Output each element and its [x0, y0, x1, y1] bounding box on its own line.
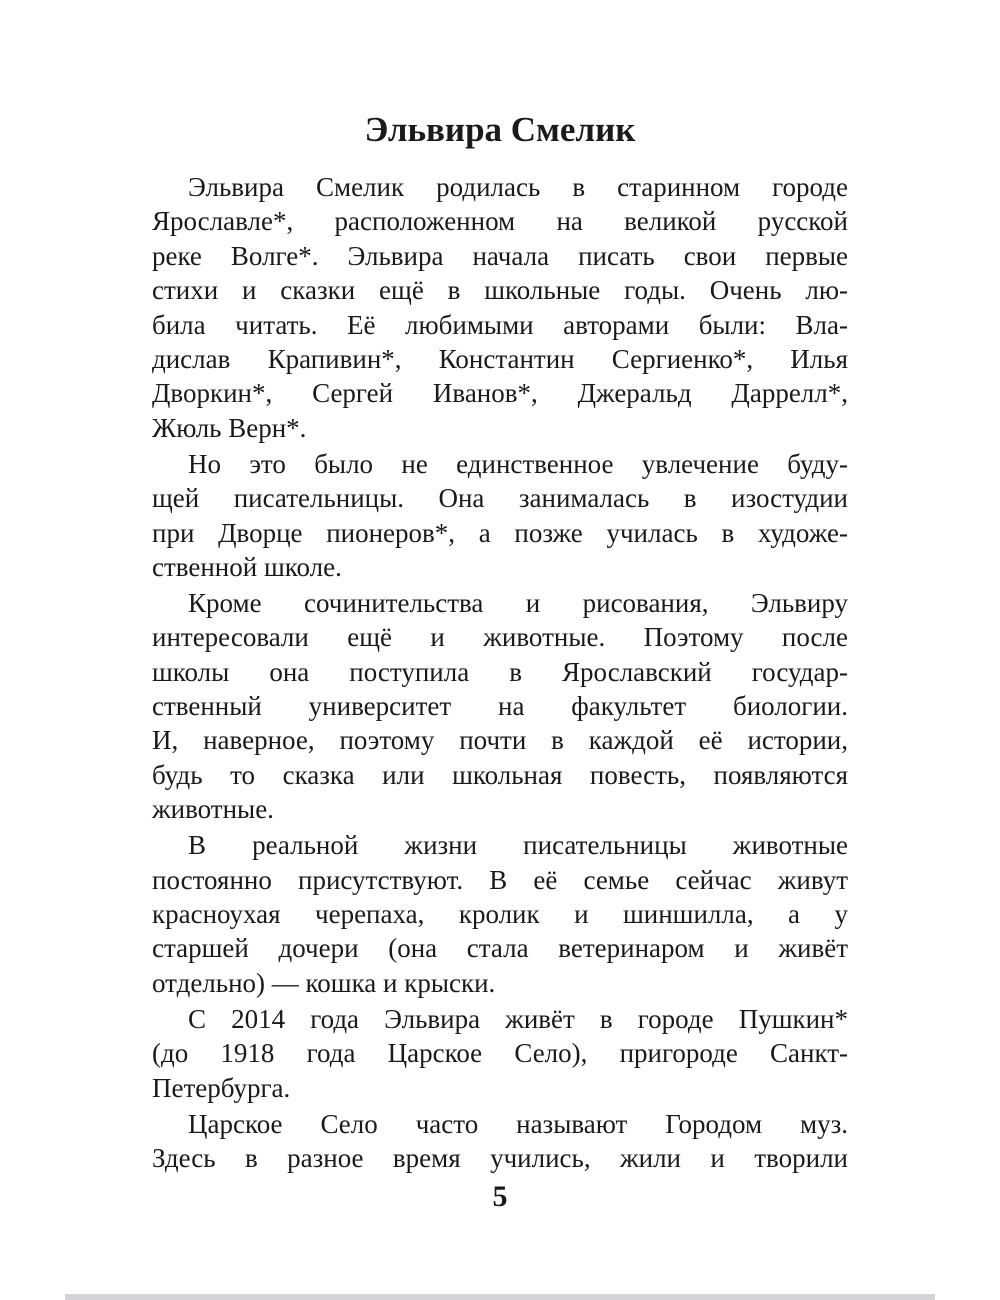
- paragraph: [152, 170, 848, 445]
- paragraph: [152, 1107, 848, 1176]
- text-line: стихи и сказки ещё в школьные годы. Очень лю-: [152, 275, 848, 306]
- text-line: Здесь в разное время учились, жили и творили: [152, 1142, 848, 1173]
- paragraph: [152, 1002, 848, 1105]
- text-line: старшей дочери (она стала ветеринаром и живёт: [152, 933, 848, 964]
- text-line: при Дворце пионеров*, а позже училась в художе-: [152, 517, 848, 548]
- page-bottom-divider: [65, 1294, 935, 1300]
- text-line: (до 1918 года Царское Село), пригороде Санкт-: [152, 1038, 848, 1069]
- text-line: ственной школе.: [152, 551, 342, 582]
- text-line: била читать. Её любимыми авторами были: Вла-: [152, 309, 848, 340]
- text-line: Ярославле*, расположенном на великой русской: [152, 206, 848, 237]
- text-line: ственный университет на факультет биологии.: [152, 691, 848, 722]
- text-line: Петербурга.: [152, 1072, 291, 1103]
- text-line: реке Волге*. Эльвира начала писать свои первые: [152, 240, 848, 271]
- paragraph: [152, 447, 848, 585]
- paragraph: [152, 586, 848, 827]
- text-line: Но это было не единственное увлечение буду-: [188, 448, 848, 479]
- text-line: школы она поступила в Ярославский государ-: [152, 656, 848, 687]
- text-line: будь то сказка или школьная повесть, появляются: [152, 759, 848, 790]
- text-line: В реальной жизни писательницы животные: [188, 830, 848, 861]
- text-line: щей писательницы. Она занималась в изостудии: [152, 483, 848, 514]
- text-line: красноухая черепаха, кролик и шиншилла, а у: [152, 898, 848, 929]
- text-line: Дворкин*, Сергей Иванов*, Джеральд Даррелл*,: [152, 378, 848, 409]
- text-line: животные.: [152, 794, 274, 825]
- text-line: дислав Крапивин*, Константин Сергиенко*, Илья: [152, 343, 848, 374]
- page-number: 5: [492, 1180, 508, 1213]
- text-line: интересовали ещё и животные. Поэтому после: [152, 622, 848, 653]
- page-title: Эльвира Смелик: [364, 110, 636, 149]
- body-text: [152, 170, 848, 1177]
- text-line: Жюль Верн*.: [152, 412, 307, 443]
- text-line: Эльвира Смелик родилась в старинном городе: [188, 172, 848, 202]
- text-line: С 2014 года Эльвира живёт в городе Пушкин*: [188, 1003, 848, 1034]
- text-line: И, наверное, поэтому почти в каждой её истории,: [152, 725, 848, 756]
- paragraph: [152, 828, 848, 1000]
- text-line: Кроме сочинительства и рисования, Эльвиру: [188, 587, 848, 618]
- text-line: отдельно) — кошка и крыски.: [152, 967, 496, 998]
- text-line: Царское Село часто называют Городом муз.: [188, 1108, 848, 1139]
- text-line: постоянно присутствуют. В её семье сейчас живут: [152, 864, 848, 895]
